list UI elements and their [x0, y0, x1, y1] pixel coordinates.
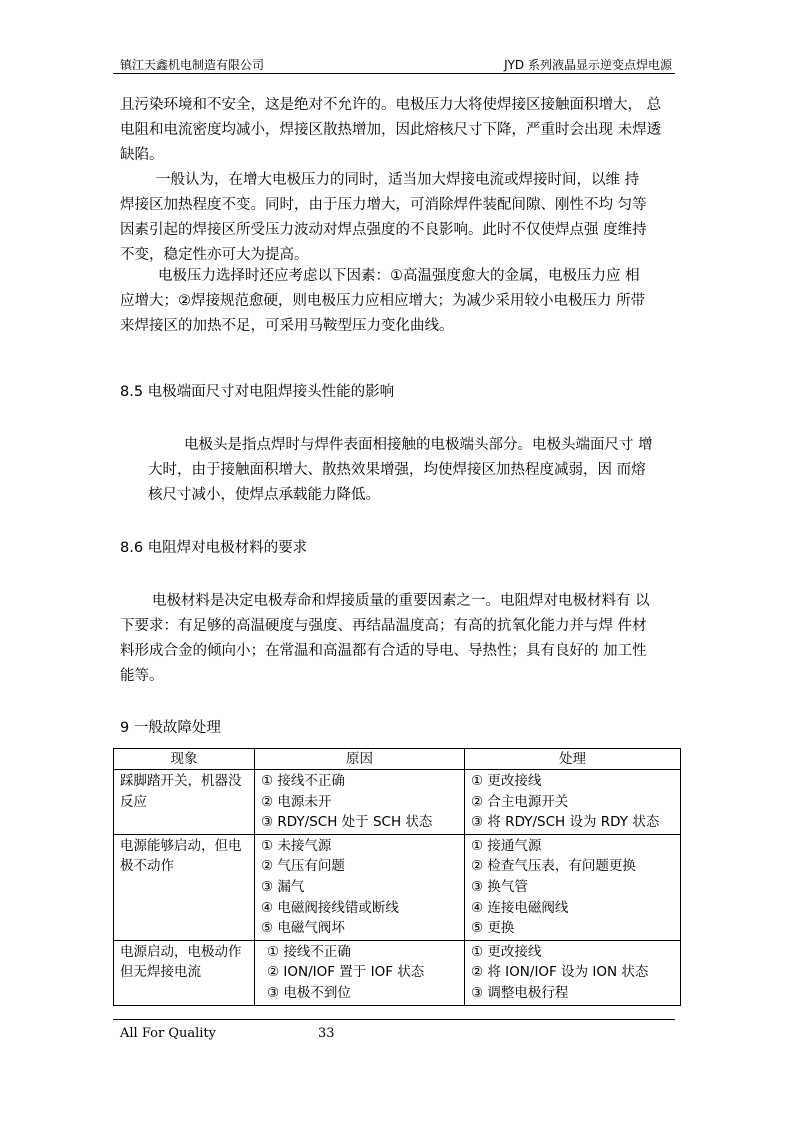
text-line: 电极材料是决定电极寿命和焊接质量的重要因素之一。电阻焊对电极材料有 以	[152, 593, 650, 609]
table-row	[114, 834, 681, 940]
cell-line: ④ 连接电磁阀线	[471, 899, 569, 916]
action-cell	[465, 834, 681, 940]
paragraph-2	[120, 168, 647, 268]
cell-line: ③ RDY/SCH 处于 SCH 状态	[261, 814, 433, 831]
cell-line: ① 接线不正确	[261, 773, 345, 789]
cell-line: ① 接线不正确	[267, 943, 351, 960]
cell-line: 反应	[120, 793, 147, 810]
text-line: 能等。	[120, 668, 164, 684]
cell-line: 但无焊接电流	[120, 964, 201, 981]
cell-line: ③ 将 RDY/SCH 设为 RDY 状态	[471, 814, 660, 831]
section-8-6-title: 8.6 电阻焊对电极材料的要求	[120, 540, 308, 556]
text-line: 大时，由于接触面积增大、散热效果增强，均使焊接区加热程度减弱，因 而熔	[148, 462, 646, 478]
paragraph-5	[120, 589, 650, 689]
text-line: 应增大；②焊接规范愈硬，则电极压力应相应增大；为减少采用较小电极压力 所带	[120, 293, 646, 309]
cell-line: ② 将 ION/IOF 设为 ION 状态	[471, 964, 649, 981]
cell-line: ① 更改接线	[471, 943, 542, 960]
cause-cell	[255, 770, 465, 835]
text-line: 来焊接区的加热不足，可采用马鞍型压力变化曲线。	[120, 318, 454, 334]
cell-line: ① 接通气源	[471, 837, 542, 854]
cell-line: ③ 换气管	[471, 878, 528, 895]
cell-line: ② 电源未开	[261, 793, 332, 810]
cell-line: ② ION/IOF 置于 IOF 状态	[267, 964, 425, 981]
action-cell	[465, 940, 681, 1005]
text-line: 料形成合金的倾向小；在常温和高温都有合适的导电、导热性；具有良好的 加工性	[120, 643, 647, 659]
cell-line: ③ 调整电极行程	[471, 984, 569, 1001]
column-header-cause: 原因	[255, 749, 465, 770]
page-number: 33	[318, 1026, 335, 1041]
text-line: 核尺寸减小，使焊点承载能力降低。	[148, 487, 380, 503]
text-line: 下要求：有足够的高温硬度与强度、再结晶温度高；有高的抗氧化能力并与焊 件材	[120, 618, 647, 634]
fault-table	[113, 748, 681, 1006]
footer-divider	[113, 1019, 675, 1020]
cell-line: ② 检查气压表，有问题更换	[471, 858, 636, 875]
cell-line: ③ 漏气	[261, 878, 305, 895]
text-line: 电极压力选择时还应考虑以下因素：①高温强度愈大的金属，电极压力应 相	[158, 268, 640, 284]
paragraph-1	[120, 93, 661, 168]
table-row	[114, 940, 681, 1005]
cell-line: 极不动作	[120, 858, 174, 875]
footer-slogan: All For Quality	[120, 1026, 216, 1041]
header-company: 镇江天鑫机电制造有限公司	[120, 58, 265, 72]
action-cell	[465, 770, 681, 835]
column-header-symptom: 现象	[114, 749, 255, 770]
section-9-title: 9 一般故障处理	[120, 720, 221, 736]
cell-line: ② 气压有问题	[261, 858, 345, 875]
symptom-cell	[114, 940, 255, 1005]
text-line: 电极头是指点焊时与焊件表面相接触的电极端头部分。电极头端面尺寸 增	[184, 437, 653, 453]
cell-line: ③ 电极不到位	[267, 984, 351, 1001]
text-line: 且污染环境和不安全，这是绝对不允许的。电极压力大将使焊接区接触面积增大， 总	[120, 97, 662, 113]
text-line: 电阻和电流密度均减小，焊接区散热增加，因此熔核尺寸下降，严重时会出现 未焊透	[120, 122, 662, 138]
cell-line: ④ 电磁阀接线错或断线	[261, 899, 399, 916]
symptom-cell	[114, 770, 255, 835]
cell-line: 电源启动，电极动作	[120, 943, 242, 960]
column-header-action: 处理	[465, 749, 681, 770]
cell-line: ② 合主电源开关	[471, 793, 569, 810]
text-line: 缺陷。	[120, 147, 164, 163]
paragraph-3	[120, 264, 645, 339]
text-line: 焊接区加热程度不变。同时，由于压力增大，可消除焊件装配间隙、刚性不均 匀等	[120, 197, 647, 213]
cell-line: 电源能够启动，但电	[120, 837, 242, 854]
cell-line: ⑤ 更换	[471, 920, 515, 937]
symptom-cell	[114, 834, 255, 940]
section-8-5-title: 8.5 电极端面尺寸对电阻焊接头性能的影响	[120, 384, 395, 400]
header-product: JYD 系列液晶显示逆变点焊电源	[504, 58, 672, 72]
cause-cell	[255, 834, 465, 940]
paragraph-4	[148, 433, 653, 508]
table-header-row	[114, 749, 681, 770]
cell-line: ⑤ 电磁气阀坏	[261, 920, 345, 937]
text-line: 不变，稳定性亦可大为提高。	[120, 247, 309, 263]
cell-line: ① 更改接线	[471, 773, 542, 789]
header-divider	[113, 73, 675, 74]
cell-line: 踩脚踏开关，机器没	[120, 773, 242, 789]
text-line: 因素引起的焊接区所受压力波动对焊点强度的不良影响。此时不仅使焊点强 度维持	[120, 222, 647, 238]
table-row	[114, 770, 681, 835]
text-line: 一般认为，在增大电极压力的同时，适当加大焊接电流或焊接时间，以维 持	[156, 172, 640, 188]
cause-cell	[255, 940, 465, 1005]
cell-line: ① 未接气源	[261, 837, 332, 854]
